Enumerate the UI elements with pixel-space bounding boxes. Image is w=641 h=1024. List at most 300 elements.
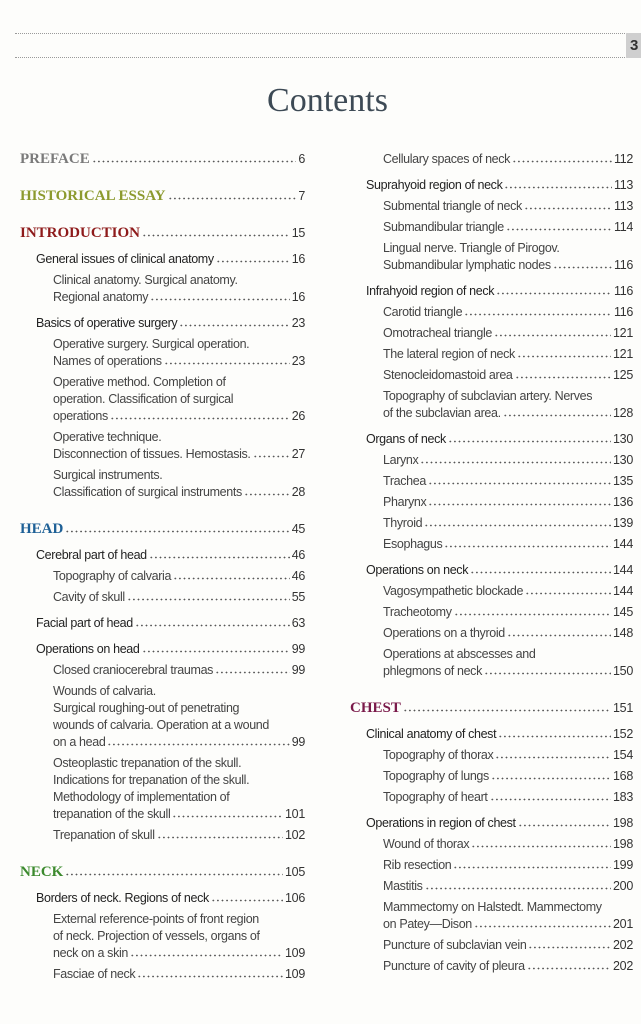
- toc-column-right: [350, 151, 633, 975]
- toc-page-number: 148: [613, 626, 633, 640]
- toc-entry-line: [53, 806, 305, 823]
- toc-entry-title: Topography of lungs: [383, 769, 489, 783]
- toc-entry-title: Operations on head: [36, 642, 140, 656]
- toc-page-number: 154: [613, 748, 633, 762]
- toc-subsection[interactable]: [350, 899, 633, 933]
- toc-subsection[interactable]: [350, 789, 633, 806]
- toc-entry-line: [53, 662, 305, 679]
- toc-entry-line: [36, 890, 305, 907]
- dot-leader: [464, 306, 612, 316]
- toc-entry-title: Classification of surgical instruments: [53, 485, 242, 499]
- dot-leader: [495, 749, 611, 759]
- toc-entry-title: Operations in region of chest: [366, 816, 516, 830]
- dot-leader: [150, 291, 290, 301]
- toc-section[interactable]: [350, 431, 633, 448]
- dot-leader: [428, 475, 611, 485]
- toc-entry-line: [383, 625, 633, 642]
- toc-chapter[interactable]: [20, 521, 305, 538]
- toc-entry-line: [53, 928, 305, 945]
- toc-page-number: 144: [613, 563, 633, 577]
- toc-entry-line: [383, 198, 633, 215]
- toc-subsection[interactable]: [350, 646, 633, 680]
- toc-subsection[interactable]: [20, 568, 305, 585]
- toc-entry-line: [20, 864, 305, 881]
- toc-page-number: 16: [291, 252, 305, 266]
- toc-page-number: 136: [613, 495, 633, 509]
- toc-chapter[interactable]: [20, 188, 305, 205]
- toc-entry-title: Suprahyoid region of neck: [366, 178, 503, 192]
- toc-entry-title: Topography of calvaria: [53, 569, 172, 583]
- toc-entry-title: phlegmons of neck: [383, 664, 482, 678]
- toc-entry-title: Clinical anatomy. Surgical anatomy.: [53, 273, 238, 287]
- toc-subsection[interactable]: [20, 966, 305, 983]
- toc-entry-line: [53, 683, 305, 700]
- toc-entry-title: Omotracheal triangle: [383, 326, 493, 340]
- toc-entry-line: [383, 388, 633, 405]
- toc-chapter[interactable]: [20, 225, 305, 242]
- toc-entry-title: Submandibular lymphatic nodes: [383, 258, 551, 272]
- toc-entry-line: [383, 836, 633, 853]
- toc-entry-title: on Patey—Dison: [383, 917, 472, 931]
- toc-subsection[interactable]: [350, 473, 633, 490]
- toc-entry-line: [53, 429, 305, 446]
- dot-leader: [498, 728, 611, 738]
- toc-entry-line: [53, 911, 305, 928]
- toc-section[interactable]: [350, 283, 633, 300]
- toc-entry-line: [53, 772, 305, 789]
- toc-entry-line: [53, 467, 305, 484]
- toc-subsection[interactable]: [20, 467, 305, 501]
- toc-entry-title: Topography of heart: [383, 790, 488, 804]
- toc-entry-line: [383, 151, 633, 168]
- toc-entry-title: Operative surgery. Surgical operation.: [53, 337, 250, 351]
- toc-entry-title: Fasciae of neck: [53, 967, 136, 981]
- toc-subsection[interactable]: [350, 625, 633, 642]
- toc-subsection[interactable]: [20, 272, 305, 306]
- toc-page-number: 102: [285, 828, 305, 842]
- toc-section[interactable]: [20, 547, 305, 564]
- toc-page-number: 113: [613, 178, 633, 192]
- toc-subsection[interactable]: [20, 683, 305, 751]
- toc-page-number: 200: [613, 879, 633, 893]
- toc-entry-line: [53, 353, 305, 370]
- dot-leader: [504, 179, 611, 189]
- toc-entry-title: wounds of calvaria. Operation at a wound: [53, 718, 269, 732]
- toc-entry-title: Disconnection of tissues. Hemostasis.: [53, 447, 251, 461]
- toc-subsection[interactable]: [20, 336, 305, 370]
- dot-leader: [474, 918, 611, 928]
- toc-entry-line: [20, 188, 305, 205]
- toc-entry-line: [383, 219, 633, 236]
- dot-leader: [244, 486, 290, 496]
- dot-leader: [65, 523, 289, 533]
- dot-leader: [65, 866, 283, 876]
- toc-entry-title: Names of operations: [53, 354, 162, 368]
- toc-page-number: 23: [291, 316, 305, 330]
- toc-subsection[interactable]: [20, 374, 305, 425]
- toc-entry-title: of neck. Projection of vessels, organs of: [53, 929, 260, 943]
- toc-entry-line: [383, 304, 633, 321]
- toc-entry-title: Closed craniocerebral traumas: [53, 663, 214, 677]
- toc-entry-title: Operations at abscesses and: [383, 647, 536, 661]
- toc-entry-line: [383, 857, 633, 874]
- toc-subsection[interactable]: [350, 515, 633, 532]
- dot-leader: [496, 285, 612, 295]
- toc-subsection[interactable]: [350, 536, 633, 553]
- toc-entry-line: [20, 225, 305, 242]
- dot-leader: [211, 892, 283, 902]
- toc-page-number: 99: [291, 663, 305, 677]
- dot-leader: [506, 221, 612, 231]
- toc-section[interactable]: [20, 615, 305, 632]
- toc-entry-title: Larynx: [383, 453, 419, 467]
- toc-entry-title: Cerebral part of head: [36, 548, 147, 562]
- toc-entry-line: [53, 945, 305, 962]
- toc-page-number: 109: [285, 967, 305, 981]
- dot-leader: [424, 517, 611, 527]
- dot-leader: [130, 947, 283, 957]
- dot-leader: [525, 585, 611, 595]
- toc-entry-title: Surgical roughing-out of penetrating: [53, 701, 240, 715]
- toc-entry-line: [383, 878, 633, 895]
- toc-entry-title: Wounds of calvaria.: [53, 684, 156, 698]
- toc-entry-title: Operations on a thyroid: [383, 626, 505, 640]
- toc-entry-line: [53, 336, 305, 353]
- toc-entry-title: Submental triangle of neck: [383, 199, 522, 213]
- toc-page-number: 46: [291, 548, 305, 562]
- toc-entry-title: INTRODUCTION: [20, 225, 141, 241]
- toc-entry-line: [20, 151, 305, 168]
- toc-subsection[interactable]: [350, 583, 633, 600]
- toc-entry-title: Indications for trepanation of the skull.: [53, 773, 250, 787]
- toc-entry-title: Cavity of skull: [53, 590, 125, 604]
- toc-subsection[interactable]: [350, 768, 633, 785]
- toc-entry-title: of the subclavian area.: [383, 406, 501, 420]
- toc-section[interactable]: [350, 562, 633, 579]
- toc-entry-line: [383, 789, 633, 806]
- toc-page-number: 26: [291, 409, 305, 423]
- toc-page-number: 116: [613, 305, 633, 319]
- toc-entry-title: Esophagus: [383, 537, 443, 551]
- toc-entry-title: Cellulary spaces of neck: [383, 152, 511, 166]
- toc-section[interactable]: [350, 726, 633, 743]
- dot-leader: [553, 259, 612, 269]
- toc-page-number: 55: [291, 590, 305, 604]
- toc-entry-line: [53, 700, 305, 717]
- toc-entry-title: Infrahyoid region of neck: [366, 284, 495, 298]
- toc-entry-line: [383, 663, 633, 680]
- toc-page-number: 202: [613, 938, 633, 952]
- toc-subsection[interactable]: [350, 388, 633, 422]
- header-rule-top: [15, 33, 625, 34]
- toc-page-number: 125: [613, 368, 633, 382]
- toc-chapter[interactable]: [350, 700, 633, 717]
- dot-leader: [110, 410, 290, 420]
- toc-subsection[interactable]: [350, 304, 633, 321]
- toc-entry-title: Methodology of implementation of: [53, 790, 230, 804]
- toc-page-number: 144: [613, 537, 633, 551]
- dot-leader: [444, 538, 611, 548]
- dot-leader: [490, 791, 611, 801]
- toc-entry-line: [366, 562, 633, 579]
- dot-leader: [425, 880, 611, 890]
- dot-leader: [518, 817, 611, 827]
- toc-entry-title: NECK: [20, 864, 64, 880]
- toc-page-number: 63: [291, 616, 305, 630]
- toc-entry-title: Rib resection: [383, 858, 452, 872]
- toc-entry-title: External reference-points of front region: [53, 912, 259, 926]
- dot-leader: [512, 153, 612, 163]
- toc-entry-title: Carotid triangle: [383, 305, 463, 319]
- toc-chapter[interactable]: [20, 151, 305, 168]
- toc-entry-line: [53, 272, 305, 289]
- toc-page-number: 150: [613, 664, 633, 678]
- dot-leader: [403, 702, 611, 712]
- toc-page-number: 183: [613, 790, 633, 804]
- toc-entry-line: [53, 966, 305, 983]
- toc-entry-line: [383, 899, 633, 916]
- toc-entry-title: on a head: [53, 735, 106, 749]
- toc-entry-line: [383, 646, 633, 663]
- dot-leader: [454, 606, 611, 616]
- toc-page-number: 99: [291, 642, 305, 656]
- toc-entry-title: Mammectomy on Halstedt. Mammectomy: [383, 900, 602, 914]
- toc-subsection[interactable]: [20, 589, 305, 606]
- toc-subsection[interactable]: [350, 878, 633, 895]
- toc-page-number: 135: [613, 474, 633, 488]
- dot-leader: [470, 564, 611, 574]
- toc-entry-title: Borders of neck. Regions of neck: [36, 891, 209, 905]
- toc-section[interactable]: [350, 177, 633, 194]
- toc-page-number: 121: [613, 347, 633, 361]
- dot-leader: [453, 859, 611, 869]
- dot-leader: [164, 355, 290, 365]
- toc-entry-line: [366, 431, 633, 448]
- dot-leader: [142, 643, 290, 653]
- toc-page-number: 101: [285, 807, 305, 821]
- dot-leader: [157, 829, 283, 839]
- dot-leader: [253, 448, 290, 458]
- toc-entry-title: Mastitis: [383, 879, 423, 893]
- page-number-tab: 3: [626, 33, 641, 58]
- toc-entry-line: [53, 289, 305, 306]
- toc-entry-line: [383, 747, 633, 764]
- toc-section[interactable]: [20, 641, 305, 658]
- toc-page-number: 116: [613, 258, 633, 272]
- dot-leader: [107, 736, 289, 746]
- toc-entry-line: [53, 589, 305, 606]
- dot-leader: [528, 939, 611, 949]
- toc-entry-line: [383, 452, 633, 469]
- toc-entry-line: [36, 315, 305, 332]
- toc-page-number: 27: [291, 447, 305, 461]
- toc-entry-line: [366, 815, 633, 832]
- toc-entry-line: [53, 484, 305, 501]
- dot-leader: [127, 591, 290, 601]
- toc-page-number: 99: [291, 735, 305, 749]
- toc-subsection[interactable]: [20, 827, 305, 844]
- toc-subsection[interactable]: [350, 240, 633, 274]
- dot-leader: [448, 433, 611, 443]
- toc-page-number: 116: [613, 284, 633, 298]
- toc-entry-title: Submandibular triangle: [383, 220, 504, 234]
- toc-subsection[interactable]: [350, 219, 633, 236]
- toc-entry-title: Surgical instruments.: [53, 468, 163, 482]
- toc-section[interactable]: [350, 815, 633, 832]
- toc-subsection[interactable]: [350, 857, 633, 874]
- toc-entry-line: [53, 827, 305, 844]
- toc-entry-title: Organs of neck: [366, 432, 446, 446]
- dot-leader: [92, 153, 297, 163]
- dot-leader: [420, 454, 611, 464]
- toc-page-number: 168: [613, 769, 633, 783]
- toc-entry-title: Vagosympathetic blockade: [383, 584, 524, 598]
- toc-column-left: [20, 151, 305, 983]
- toc-page-number: 130: [613, 453, 633, 467]
- toc-entry-line: [366, 726, 633, 743]
- toc-page-number: 106: [285, 891, 305, 905]
- toc-entry-line: [53, 568, 305, 585]
- toc-section[interactable]: [20, 890, 305, 907]
- toc-entry-line: [383, 405, 633, 422]
- toc-page-number: 145: [613, 605, 633, 619]
- toc-page-number: 23: [291, 354, 305, 368]
- toc-entry-title: Trachea: [383, 474, 426, 488]
- toc-subsection[interactable]: [350, 958, 633, 975]
- toc-entry-title: Thyroid: [383, 516, 423, 530]
- toc-entry-title: Topography of subclavian artery. Nerves: [383, 389, 593, 403]
- toc-subsection[interactable]: [350, 367, 633, 384]
- dot-leader: [428, 496, 611, 506]
- toc-entry-line: [36, 615, 305, 632]
- toc-entry-title: PREFACE: [20, 151, 90, 167]
- toc-page-number: 151: [613, 701, 633, 715]
- toc-entry-line: [383, 240, 633, 257]
- toc-entry-line: [20, 521, 305, 538]
- toc-entry-title: neck on a skin: [53, 946, 129, 960]
- toc-entry-title: trepanation of the skull: [53, 807, 171, 821]
- toc-subsection[interactable]: [350, 836, 633, 853]
- toc-entry-title: Osteoplastic trepanation of the skull.: [53, 756, 242, 770]
- toc-entry-line: [383, 515, 633, 532]
- header-rule-bottom: [15, 57, 625, 58]
- toc-subsection[interactable]: [350, 747, 633, 764]
- dot-leader: [491, 770, 611, 780]
- dot-leader: [515, 369, 611, 379]
- toc-subsection[interactable]: [20, 429, 305, 463]
- toc-entry-line: [383, 958, 633, 975]
- toc-page-number: 16: [291, 290, 305, 304]
- toc-page-number: 202: [613, 959, 633, 973]
- toc-entry-line: [53, 408, 305, 425]
- dot-leader: [172, 808, 283, 818]
- toc-page-number: 7: [298, 189, 305, 203]
- toc-page-number: 112: [613, 152, 633, 166]
- toc-entry-title: HEAD: [20, 521, 64, 537]
- toc-entry-title: operations: [53, 409, 108, 423]
- toc-entry-line: [53, 374, 305, 391]
- dot-leader: [216, 253, 290, 263]
- dot-leader: [494, 327, 611, 337]
- toc-page-number: 121: [613, 326, 633, 340]
- toc-page-number: 199: [613, 858, 633, 872]
- toc-entry-line: [383, 583, 633, 600]
- toc-entry-title: Regional anatomy: [53, 290, 149, 304]
- toc-section[interactable]: [20, 251, 305, 268]
- dot-leader: [168, 190, 297, 200]
- toc-subsection[interactable]: [20, 911, 305, 962]
- toc-subsection[interactable]: [350, 494, 633, 511]
- toc-page-number: 198: [613, 816, 633, 830]
- toc-page-number: 201: [613, 917, 633, 931]
- toc-entry-line: [53, 717, 305, 734]
- dot-leader: [142, 227, 290, 237]
- toc-subsection[interactable]: [20, 755, 305, 823]
- toc-entry-line: [36, 641, 305, 658]
- toc-entry-line: [53, 789, 305, 806]
- toc-entry-title: operation. Classification of surgical: [53, 392, 234, 406]
- toc-entry-line: [383, 916, 633, 933]
- toc-entry-line: [366, 177, 633, 194]
- toc-page-number: 139: [613, 516, 633, 530]
- toc-page-number: 130: [613, 432, 633, 446]
- toc-entry-title: Trepanation of skull: [53, 828, 155, 842]
- dot-leader: [503, 407, 611, 417]
- toc-entry-line: [383, 604, 633, 621]
- toc-entry-title: The lateral region of neck: [383, 347, 515, 361]
- toc-chapter[interactable]: [20, 864, 305, 881]
- toc-entry-line: [383, 325, 633, 342]
- toc-entry-title: Puncture of cavity of pleura: [383, 959, 525, 973]
- dot-leader: [484, 665, 611, 675]
- dot-leader: [527, 960, 611, 970]
- toc-entry-line: [53, 391, 305, 408]
- toc-entry-line: [383, 536, 633, 553]
- dot-leader: [135, 617, 290, 627]
- toc-entry-line: [350, 700, 633, 717]
- toc-page-number: 152: [613, 727, 633, 741]
- toc-entry-line: [53, 446, 305, 463]
- toc-entry-title: Lingual nerve. Triangle of Pirogov.: [383, 241, 560, 255]
- toc-page-number: 46: [291, 569, 305, 583]
- toc-subsection[interactable]: [350, 937, 633, 954]
- toc-subsection[interactable]: [20, 662, 305, 679]
- toc-entry-line: [383, 937, 633, 954]
- dot-leader: [179, 317, 289, 327]
- toc-subsection[interactable]: [350, 604, 633, 621]
- toc-subsection[interactable]: [350, 346, 633, 363]
- dot-leader: [471, 838, 611, 848]
- dot-leader: [524, 200, 612, 210]
- toc-entry-title: Operative method. Completion of: [53, 375, 226, 389]
- toc-entry-line: [383, 494, 633, 511]
- toc-entry-line: [53, 755, 305, 772]
- toc-page-number: 198: [613, 837, 633, 851]
- toc-section[interactable]: [20, 315, 305, 332]
- dot-leader: [173, 570, 290, 580]
- toc-entry-title: Stenocleidomastoid area: [383, 368, 513, 382]
- toc-page-number: 6: [298, 152, 305, 166]
- toc-subsection[interactable]: [350, 452, 633, 469]
- toc-entry-line: [53, 734, 305, 751]
- toc-subsection[interactable]: [350, 198, 633, 215]
- toc-subsection[interactable]: [350, 325, 633, 342]
- dot-leader: [137, 968, 283, 978]
- toc-subsection[interactable]: [350, 151, 633, 168]
- toc-entry-line: [383, 346, 633, 363]
- toc-page-number: 128: [613, 406, 633, 420]
- page-title: Contents: [267, 82, 388, 119]
